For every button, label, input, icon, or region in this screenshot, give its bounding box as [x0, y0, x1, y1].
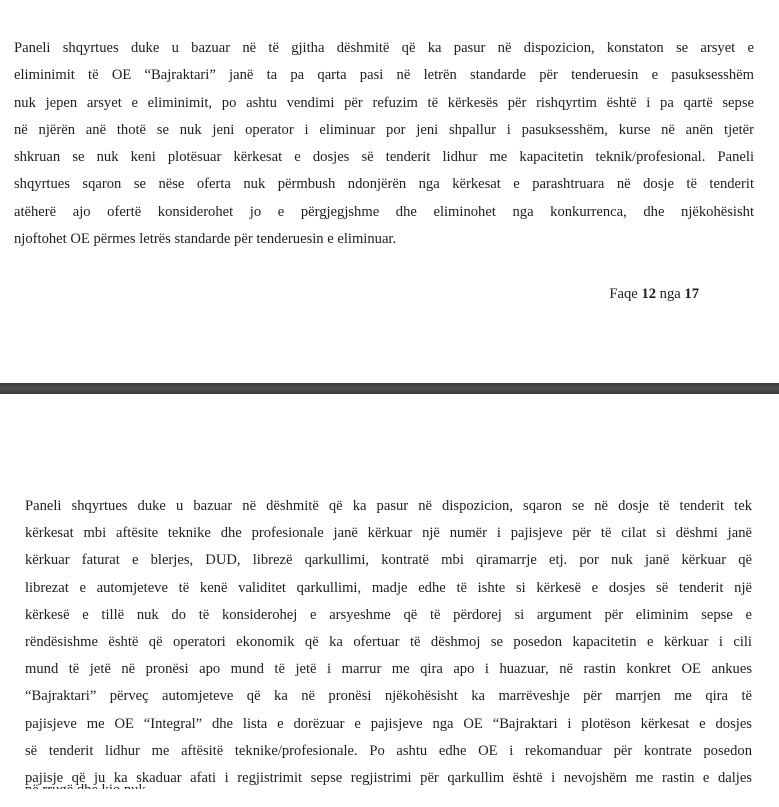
current-page: 12 — [641, 286, 657, 302]
text-line: njoftohet OE përmes letrës standarde për tenderuesin e eliminuar. — [14, 231, 397, 248]
text-line: në njërën anë thotë se nuk jeni operator i eliminuar por jeni shpallur i pasuksesshëm, kurse në anën tjetër — [14, 121, 754, 138]
text-line: Paneli shqyrtues duke u bazuar në dëshmitë që ka pasur në dispozicion, sqaron se në dosje të tenderit tek — [25, 498, 752, 514]
page-label: Faqe — [609, 286, 642, 302]
text-line: pajisje që ju ka skaduar afati i regjistrimit sepse regjistrimi për qarkullim është i nevojshëm me rastin e daljes — [25, 770, 752, 787]
text-line: pajisjeve me OE “Integral” dhe lista e dorëzuar e pajisjeve nga OE “Bajraktari i plotëson kërkesat e dosjes — [25, 715, 752, 732]
total-pages: 17 — [684, 286, 699, 302]
text-line: nuk jepen arsyet e eliminimit, po ashtu vendimi për refuzim të kërkesës për rishqyrtim është i pa qartë sepse — [14, 94, 754, 111]
page-of-label: nga — [656, 286, 685, 302]
text-line: eliminimit të OE “Bajraktari” janë ta pa qarta pasi në letrën standarde për tenderuesin e pasuksesshëm — [14, 67, 754, 84]
text-line: shkruan se nuk keni plotësuar kërkesat e dosjes së tenderit lidhur me kapacitetin teknik/profesional. Paneli — [14, 149, 754, 166]
text-line: librezat e automjeteve të kenë validitet qarkullimi, madje edhe të ishte si kërkesë e dosjes së tenderit një — [25, 579, 752, 596]
text-line: së tenderit lidhur me aftësitë teknike/profesionale. Po ashtu edhe OE i rekomanduar për kontrate posedon — [25, 742, 752, 759]
page-separator — [0, 383, 779, 394]
text-line: kërkuar faturat e blerjes, DUD, librezë qarkullimi, kontratë mbi qiramarrje etj. por nuk janë kërkuar që — [25, 552, 752, 569]
text-line: kërkesë e tillë nuk do të konsiderohej e arsyeshme që të përdorej si argument për eliminim sepse e — [25, 606, 752, 623]
paragraph-top — [14, 35, 754, 253]
text-line: kërkesat mbi aftësite teknike dhe profesionale janë kërkuar një numër i pajisjeve për të cilat si dëshmi janë — [25, 525, 752, 542]
page-number-footer — [609, 286, 699, 303]
text-line: Paneli shqyrtues duke u bazuar në të gjitha dëshmitë që ka pasur në dispozicion, konstaton se arsyet e — [14, 40, 754, 56]
text-line: atëherë ajo ofertë konsiderohet jo e përgjegjshme dhe eliminohet nga konkurrenca, dhe njëkohësisht — [14, 203, 754, 220]
text-line: mund të jetë në pronësi apo mund të jetë i marrur me qira apo i huazuar, në rastin konkret OE ankues — [25, 661, 752, 678]
text-line: shqyrtues sqaron se nëse oferta nuk përmbush ndonjërën nga kërkesat e parashtruara në dosje të tenderit — [14, 176, 754, 193]
paragraph-bottom — [25, 493, 752, 792]
text-line: “Bajraktari” përveç automjeteve që ka në pronësi njëkohësisht ka marrëveshje për marrjen me qira të — [25, 688, 752, 705]
text-line: rëndësishme është që operatori ekonomik që ka ofertuar të dëshmoj se posedon kapacitetin e kërkuar i cili — [25, 634, 752, 651]
